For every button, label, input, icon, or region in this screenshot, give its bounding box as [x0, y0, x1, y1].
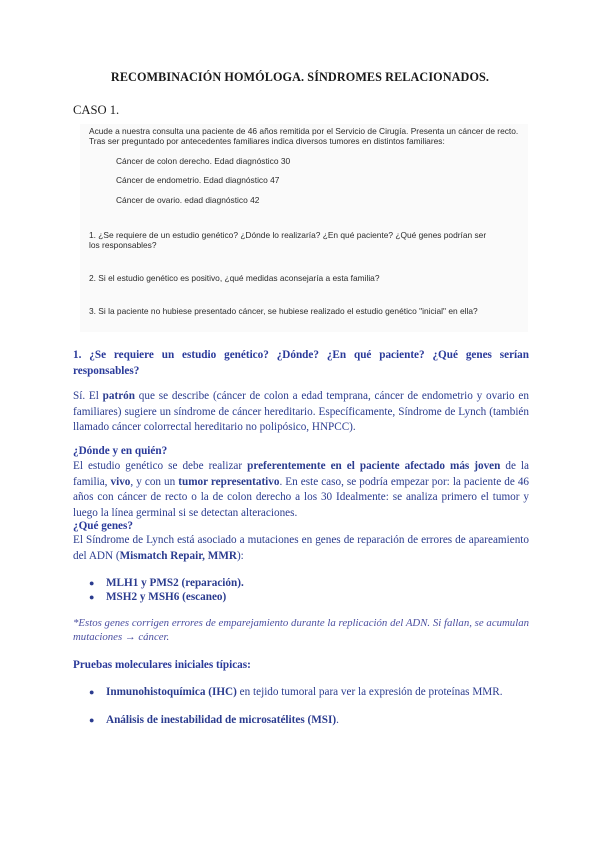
- p2-text-g: . En este caso, se podría empezar por: la paciente de 46 años con cáncer de recto o la de colon derecho a los 30 Idealmente: se analiza primero el tumor y luego la línea germinal si se detectan alteraciones.: [73, 475, 530, 519]
- scan-question-3: 3. Si la paciente no hubiese presentado cáncer, se hubiese realizado el estudio genético "inicial" en ella?: [89, 306, 478, 316]
- p2-bold-tumor: tumor representativo: [178, 475, 280, 488]
- test-list-item-2: [89, 713, 339, 728]
- p1-text-a: Sí. El: [73, 390, 103, 402]
- p1-text-c: que se describe (cáncer de colon a edad temprana, cáncer de endometrio y ovario en familiares) sugiere un síndrome de cáncer hereditario. Específicamente, Síndrome de Lynch (también llamado cáncer colorrectal hereditario no polipósico, HNPCC).: [73, 390, 529, 434]
- test-1-bold: Inmunohistoquímica (IHC): [106, 686, 237, 698]
- p2-text-a: El estudio genético se debe realizar: [73, 460, 248, 472]
- scan-intro-line-1: Acude a nuestra consulta una paciente de 46 años remitida por el Servicio de Cirugía. Presenta un cáncer de recto.: [89, 126, 519, 136]
- genes-heading: ¿Qué genes?: [73, 520, 133, 532]
- p3-text-a: El Síndrome de Lynch está asociado a mutaciones en genes de reparación de errores de apareamiento del ADN (: [73, 534, 529, 562]
- test-1-rest: en tejido tumoral para ver la expresión de proteínas MMR.: [236, 686, 503, 698]
- scan-family-item-3: Cáncer de ovario. edad diagnóstico 42: [116, 195, 260, 205]
- scan-family-item-1: Cáncer de colon derecho. Edad diagnóstico 30: [116, 156, 291, 166]
- gene-list-item-1: [89, 576, 244, 591]
- gene-2-label: MSH2 y MSH6 (escaneo): [106, 591, 227, 603]
- mmr-note: *Estos genes corrigen errores de emparejamiento durante la replicación del ADN. Si fallan, se acumulan mutaciones → cáncer.: [73, 617, 529, 644]
- test-list-item-1: [89, 685, 503, 700]
- document-title: RECOMBINACIÓN HOMÓLOGA. SÍNDROMES RELACIONADOS.: [110, 70, 490, 84]
- p1-bold-pattern: patrón: [102, 390, 135, 402]
- p3-text-c: ):: [236, 549, 244, 562]
- p2-bold-youngest: preferentemente en el paciente afectado más joven: [247, 460, 501, 472]
- answer-heading: 1. ¿Se requiere un estudio genético? ¿Dónde? ¿En qué paciente? ¿Qué genes serían responsables?: [73, 349, 529, 377]
- scan-intro-line-2: Tras ser preguntado por antecedentes familiares indica diversos tumores en distintos familiares:: [89, 136, 445, 146]
- bullet-icon: ●: [89, 592, 95, 602]
- answer-paragraph-genes: [73, 533, 529, 564]
- bullet-icon: ●: [89, 715, 95, 725]
- case-scan-image: [80, 124, 528, 332]
- bullet-icon: ●: [89, 578, 95, 588]
- p2-bold-alive: vivo: [110, 475, 131, 488]
- answer-paragraph-where: [73, 459, 529, 521]
- scan-question-1b: los responsables?: [89, 240, 157, 250]
- test-2-rest: .: [336, 714, 339, 726]
- p2-text-c: de la familia,: [73, 460, 529, 488]
- answer-paragraph-pattern: [73, 389, 529, 436]
- bullet-icon: ●: [89, 687, 95, 697]
- scan-family-item-2: Cáncer de endometrio. Edad diagnóstico 47: [116, 175, 280, 185]
- case-label: CASO 1.: [73, 103, 120, 117]
- p2-text-e: , y con un: [130, 475, 179, 488]
- test-2-bold: Análisis de inestabilidad de microsatélites (MSI): [106, 714, 337, 726]
- scan-question-2: 2. Si el estudio genético es positivo, ¿qué medidas aconsejaría a esta familia?: [89, 273, 380, 283]
- gene-list-item-2: [89, 590, 226, 605]
- scan-question-1a: 1. ¿Se requiere de un estudio genético? ¿Dónde lo realizaría? ¿En qué paciente? ¿Qué genes podrían ser: [89, 230, 487, 240]
- tests-heading: Pruebas moleculares iniciales típicas:: [73, 659, 251, 671]
- p3-bold-mmr: Mismatch Repair, MMR: [119, 549, 237, 562]
- gene-1-label: MLH1 y PMS2 (reparación).: [106, 577, 244, 589]
- where-heading: ¿Dónde y en quién?: [73, 445, 168, 457]
